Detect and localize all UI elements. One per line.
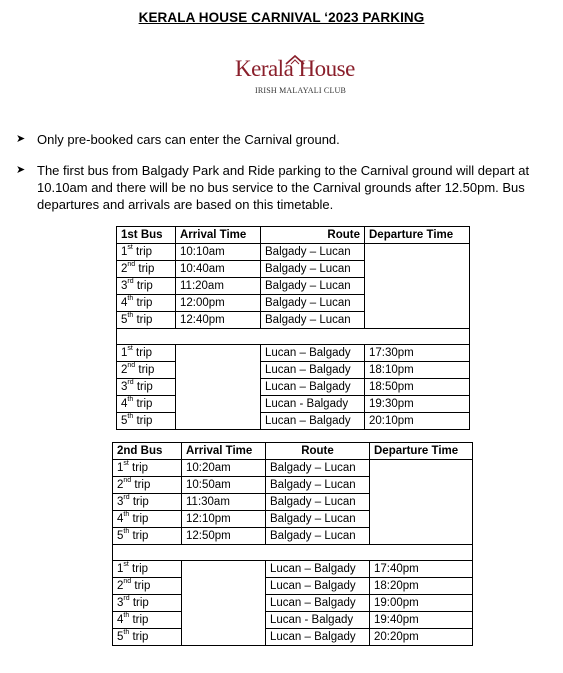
arrival-time: 12:40pm <box>176 312 261 329</box>
bullet-text: Only pre-booked cars can enter the Carnival ground. <box>37 132 340 147</box>
arrival-time: 11:30am <box>182 494 266 511</box>
bullet-text: The first bus from Balgady Park and Ride parking to the Carnival ground will depart at 10.10am and there will be no bus service to the Carnival grounds after 12.50pm. Bus departures and arrivals are based on this timetable. <box>37 163 530 212</box>
trip-label: 4th trip <box>113 511 182 528</box>
header-bus: 1st Bus <box>117 227 176 244</box>
table-row <box>113 595 473 612</box>
table-row <box>117 295 470 312</box>
table-row <box>113 460 473 477</box>
departure-time: 17:30pm <box>365 345 470 362</box>
route: Balgady – Lucan <box>261 244 365 261</box>
arrival-time <box>176 396 261 413</box>
table-row <box>117 362 470 379</box>
trip-label: 1st trip <box>113 561 182 578</box>
trip-label: 4th trip <box>113 612 182 629</box>
trip-label: 5th trip <box>113 629 182 646</box>
route: Balgady – Lucan <box>266 477 370 494</box>
arrival-time <box>176 362 261 379</box>
header-arrival: Arrival Time <box>182 443 266 460</box>
trip-label: 1st trip <box>113 460 182 477</box>
arrival-time <box>182 629 266 646</box>
table-row <box>113 629 473 646</box>
bullet-item <box>16 131 546 148</box>
departure-time: 20:20pm <box>370 629 473 646</box>
table-row <box>113 511 473 528</box>
trip-label: 3rd trip <box>117 379 176 396</box>
departure-time <box>370 477 473 494</box>
departure-time: 19:00pm <box>370 595 473 612</box>
trip-label: 4th trip <box>117 396 176 413</box>
arrival-time <box>182 578 266 595</box>
trip-label: 5th trip <box>113 528 182 545</box>
departure-time: 20:10pm <box>365 413 470 430</box>
trip-label: 5th trip <box>117 312 176 329</box>
arrival-time: 10:10am <box>176 244 261 261</box>
table-row <box>117 278 470 295</box>
route: Balgady – Lucan <box>261 278 365 295</box>
logo-tagline: IRISH MALAYALI CLUB <box>255 86 347 95</box>
spacer-row <box>113 545 473 561</box>
table-row <box>117 261 470 278</box>
route: Balgady – Lucan <box>266 494 370 511</box>
arrow-bullet-icon: ➤ <box>16 133 26 145</box>
route: Lucan – Balgady <box>261 345 365 362</box>
arrival-time: 10:20am <box>182 460 266 477</box>
table-row <box>113 578 473 595</box>
arrival-time <box>182 561 266 578</box>
route: Lucan - Balgady <box>266 612 370 629</box>
table-row <box>117 244 470 261</box>
route: Lucan – Balgady <box>266 561 370 578</box>
departure-time <box>365 261 470 278</box>
departure-time <box>370 494 473 511</box>
bus1-timetable <box>116 226 470 430</box>
trip-label: 3rd trip <box>113 595 182 612</box>
departure-time <box>370 528 473 545</box>
table-header-row <box>117 227 470 244</box>
arrival-time: 10:40am <box>176 261 261 278</box>
trip-label: 1st trip <box>117 345 176 362</box>
arrival-time: 12:00pm <box>176 295 261 312</box>
route: Balgady – Lucan <box>266 528 370 545</box>
logo-name: Kerala House <box>235 56 355 81</box>
table-row <box>113 561 473 578</box>
route: Balgady – Lucan <box>261 295 365 312</box>
arrival-time <box>182 595 266 612</box>
route: Lucan – Balgady <box>261 413 365 430</box>
route: Lucan – Balgady <box>266 595 370 612</box>
departure-time <box>365 244 470 261</box>
departure-time: 19:30pm <box>365 396 470 413</box>
arrival-time <box>176 379 261 396</box>
departure-time <box>365 312 470 329</box>
departure-time <box>365 295 470 312</box>
page-title: KERALA HOUSE CARNIVAL ‘2023 PARKING <box>138 10 425 25</box>
route: Balgady – Lucan <box>266 511 370 528</box>
trip-label: 3rd trip <box>117 278 176 295</box>
trip-label: 2nd trip <box>113 578 182 595</box>
header-route: Route <box>266 443 370 460</box>
trip-label: 2nd trip <box>117 261 176 278</box>
arrival-time: 12:10pm <box>182 511 266 528</box>
table-row <box>117 379 470 396</box>
spacer-row <box>117 329 470 345</box>
departure-time <box>365 278 470 295</box>
table-row <box>117 396 470 413</box>
arrival-time: 10:50am <box>182 477 266 494</box>
departure-time: 19:40pm <box>370 612 473 629</box>
arrival-time <box>182 612 266 629</box>
departure-time: 18:10pm <box>365 362 470 379</box>
departure-time <box>370 460 473 477</box>
route: Lucan – Balgady <box>266 629 370 646</box>
route: Balgady – Lucan <box>261 261 365 278</box>
route: Lucan – Balgady <box>261 379 365 396</box>
trip-label: 1st trip <box>117 244 176 261</box>
route: Balgady – Lucan <box>266 460 370 477</box>
table-header-row <box>113 443 473 460</box>
trip-label: 5th trip <box>117 413 176 430</box>
departure-time: 18:20pm <box>370 578 473 595</box>
arrival-time: 12:50pm <box>182 528 266 545</box>
header-departure: Departure Time <box>370 443 473 460</box>
table-row <box>113 477 473 494</box>
arrival-time: 11:20am <box>176 278 261 295</box>
table-row <box>113 528 473 545</box>
table-row <box>117 312 470 329</box>
bullet-item <box>16 162 546 213</box>
trip-label: 2nd trip <box>113 477 182 494</box>
arrival-time <box>176 413 261 430</box>
table-row <box>117 345 470 362</box>
header-arrival: Arrival Time <box>176 227 261 244</box>
table-row <box>117 413 470 430</box>
trip-label: 2nd trip <box>117 362 176 379</box>
bus2-timetable <box>112 442 473 646</box>
departure-time: 17:40pm <box>370 561 473 578</box>
departure-time: 18:50pm <box>365 379 470 396</box>
header-bus: 2nd Bus <box>113 443 182 460</box>
route: Lucan - Balgady <box>261 396 365 413</box>
route: Balgady – Lucan <box>261 312 365 329</box>
trip-label: 3rd trip <box>113 494 182 511</box>
header-departure: Departure Time <box>365 227 470 244</box>
table-row <box>113 612 473 629</box>
header-route: Route <box>261 227 365 244</box>
trip-label: 4th trip <box>117 295 176 312</box>
departure-time <box>370 511 473 528</box>
kerala-house-logo <box>229 56 355 102</box>
route: Lucan – Balgady <box>261 362 365 379</box>
table-row <box>113 494 473 511</box>
arrow-bullet-icon: ➤ <box>16 164 26 176</box>
arrival-time <box>176 345 261 362</box>
route: Lucan – Balgady <box>266 578 370 595</box>
